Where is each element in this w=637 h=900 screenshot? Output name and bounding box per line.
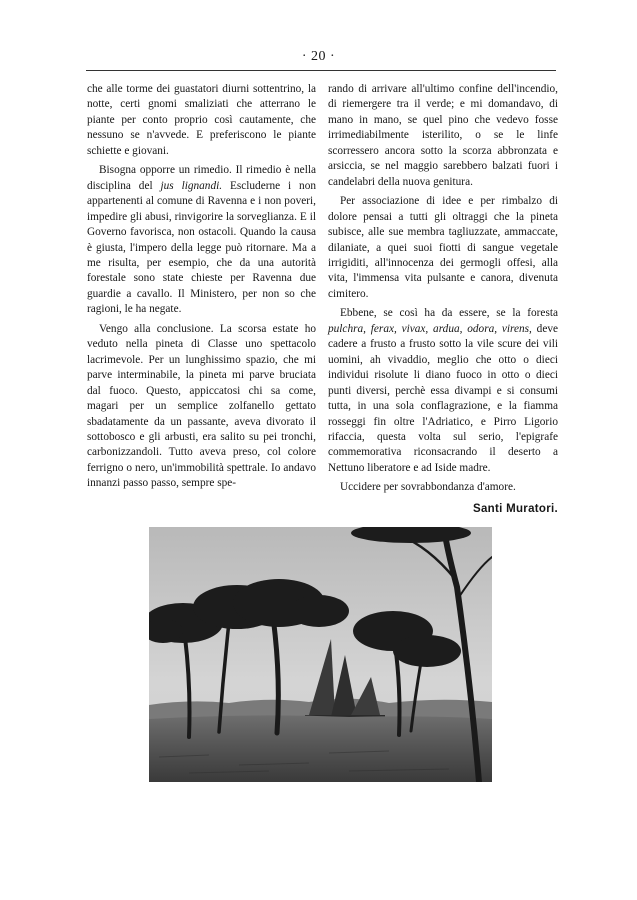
right-paragraph-3-start: Ebbene, se così ha da essere, se la foresta <box>340 307 558 320</box>
right-column <box>328 82 558 517</box>
latin-adjectives: pulchra, ferax, vivax, ardua, odora, virens, <box>328 322 532 335</box>
left-paragraph-1: che alle torme dei guastatori diurni sottentrino, la notte, certi gnomi smaliziati che atterrano le piante per conto proprio così cautamente, che nessuno se n'avvede. E preferiscono le piante schiette e giovani. <box>87 83 316 157</box>
right-paragraph-2: Per associazione di idee e per rimbalzo di dolore pensai a tutti gli oltraggi che la pineta subisce, alle sue membra tagliuzzate, ammaccate, dilaniate, a quei suoi fiotti di sangue vegetale irrigiditi, all'innocenza dei germogli offesi, alla vita, l'immensa vita pulsante e canora, divenuta cimitero. <box>328 195 558 300</box>
author-signature: Santi Muratori. <box>472 502 558 515</box>
canopy-5 <box>393 635 461 667</box>
left-paragraph-2-start: Bisogna opporre un rimedio. Il rimedio è nella disciplina del <box>87 164 316 192</box>
right-paragraph-4: Uccidere per sovrabbondanza d'amore. <box>340 481 516 494</box>
right-paragraph-3-rest: deve cadere a frusto a frusto sotto la vile scure dei vili uomini, ah vivaddio, meglio che otto o dieci individui risolute li diano fuoco in otto o dieci punti diversi, perchè essa divampi e si consumi tutta, in una sola conflagrazione, e la fiamma rosseggi fin oltre l'Adriatico, e Pirro Ligorio rifaccia, questa volta sul serio, l'epigrafe commemorativa riconsacrando il deserto a Nettuno liberatore e ad Iside madre. <box>328 322 558 474</box>
left-paragraph-3: Vengo alla conclusione. La scorsa estate ho veduto nella pineta di Classe uno spettacolo lacrimevole. Per un lunghissimo spazio, che mi parve interminabile, la pineta mi parve bruciata dal fuoco. Questo, appiccatosi chi sa come, magari per un semplice zolfanello gettato sbadatamente da un passante, aveva divorato il sottobosco e gli arbusti, era salito su pei tronchi, carbonizzandoli. Tutto aveva preso, col colore ferrigno o nero, un'immobilità spettrale. Io andavo innanzi passo passo, sempre spe- <box>87 322 316 490</box>
jus-lignandi-term: jus lignandi. <box>160 179 223 192</box>
ground <box>149 715 492 782</box>
page-number: · 20 · <box>301 49 336 64</box>
right-paragraph-1: rando di arrivare all'ultimo confine dell'incendio, di riemergere tra il verde; e mi domandavo, di mano in mano, se quel pino che vedevo fosse irrimediabilmente isterilito, o se le linfe scorressero ancora sotto la scorza abbronzata e arsiccia, se nel maggio sarebbero balzati fuori i candelabri della nuova genitura. <box>328 83 558 188</box>
pine-forest-photo <box>149 527 492 782</box>
header-rule <box>86 70 556 71</box>
left-paragraph-2-rest: Escluderne i non appartenenti al comune di Ravenna e i non poveri, impedire gli abusi, rinvigorire la sorveglianza. E il Governo favorisca, non ostacoli. Quando la causa è giusta, l'impero della legge può ritornare. Ma a me risulta, per esempio, che da una autorità forestale sono state chieste per Ravenna due guardie a cavallo. Il Ministero, per non so che ragioni, le ha negate. <box>87 179 316 316</box>
left-column <box>87 82 316 492</box>
canopy-3b <box>289 595 349 627</box>
pine-forest-image <box>149 527 492 782</box>
left-paragraph-2 <box>87 163 316 318</box>
right-paragraph-3 <box>328 306 558 476</box>
